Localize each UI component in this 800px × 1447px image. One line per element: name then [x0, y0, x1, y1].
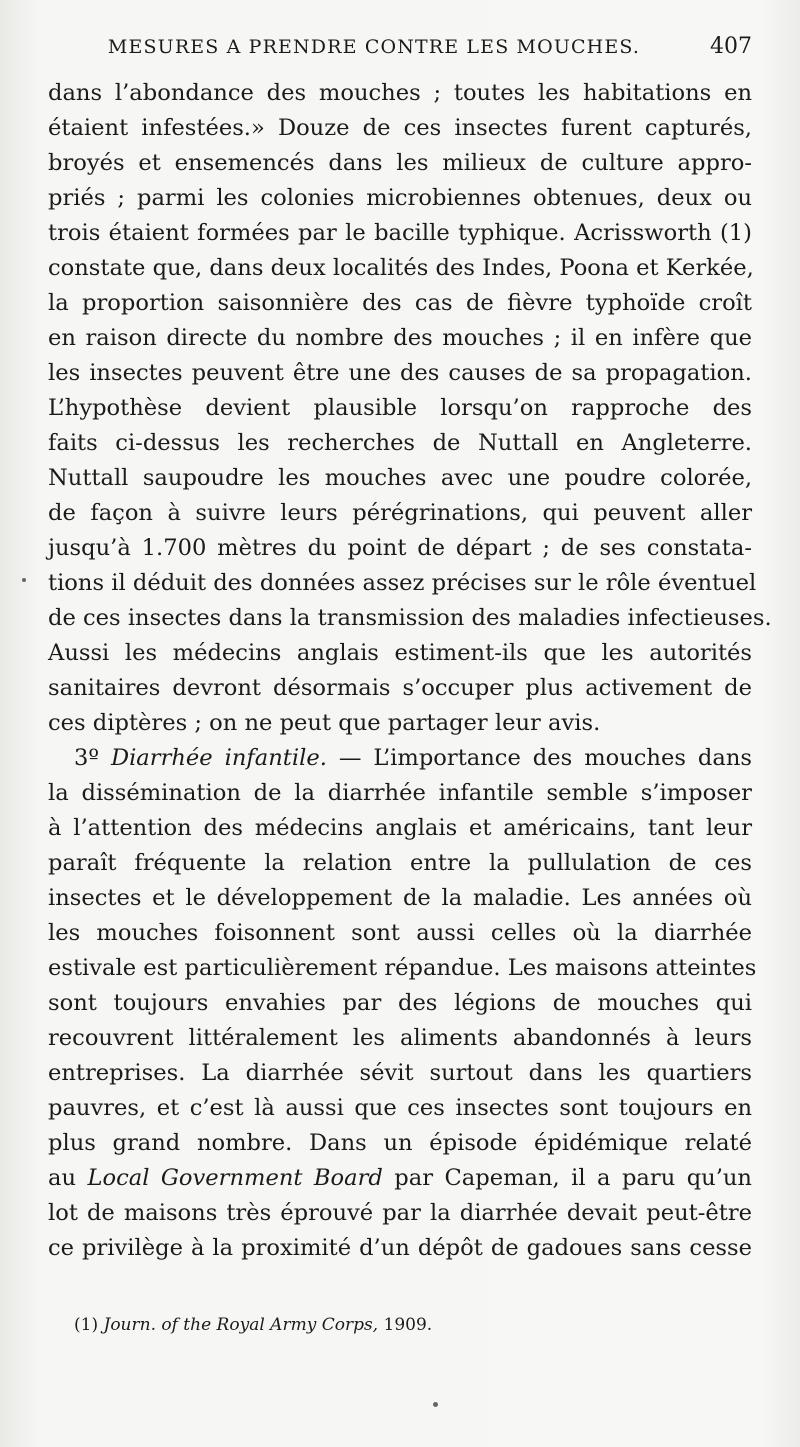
text-line: trois étaient formées par le bacille typhique. Acrissworth (1): [48, 220, 752, 246]
ink-speck: [433, 1402, 438, 1407]
text-line: étaient infestées.» Douze de ces insectes furent capturés,: [48, 115, 752, 141]
text-line: la proportion saisonnière des cas de fièvre typhoïde croît: [48, 290, 752, 316]
footnote: [74, 1315, 432, 1335]
running-head: MESURES A PRENDRE CONTRE LES MOUCHES.: [107, 36, 641, 58]
ink-speck: [22, 578, 26, 582]
text-line: jusqu’à 1.700 mètres du point de départ ; de ses constata-: [48, 535, 752, 561]
footnote-source: Journ. of the Royal Army Corps,: [103, 1315, 379, 1335]
text-line: dans l’abondance des mouches ; toutes les habitations en: [48, 80, 752, 106]
page-number: 407: [710, 34, 752, 59]
text-fragment: au: [48, 1165, 88, 1191]
text-line: sanitaires devront désormais s’occuper plus activement de: [48, 675, 752, 701]
text-fragment: par Capeman, il a paru qu’un: [382, 1165, 752, 1191]
text-line: pauvres, et c’est là aussi que ces insectes sont toujours en: [48, 1095, 752, 1121]
text-line: priés ; parmi les colonies microbiennes obtenues, deux ou: [48, 185, 752, 211]
text-line: en raison directe du nombre des mouches ; il en infère que: [48, 325, 752, 351]
text-line: plus grand nombre. Dans un épisode épidémique relaté: [48, 1130, 752, 1156]
text-line: [48, 1161, 752, 1196]
text-line: broyés et ensemencés dans les milieux de culture appro-: [48, 150, 752, 176]
text-line: constate que, dans deux localités des Indes, Poona et Kerkée,: [48, 255, 754, 281]
text-line: estivale est particulièrement répandue. Les maisons atteintes: [48, 955, 757, 981]
section-title: Diarrhée infantile.: [110, 745, 327, 771]
section-text: — L’importance des mouches dans: [326, 745, 752, 771]
text-line: ces diptères ; on ne peut que partager leur avis.: [48, 710, 601, 736]
footnote-marker: (1): [74, 1315, 99, 1335]
text-line: les mouches foisonnent sont aussi celles où la diarrhée: [48, 920, 752, 946]
text-line: insectes et le développement de la maladie. Les années où: [48, 885, 752, 911]
text-line: lot de maisons très éprouvé par la diarrhée devait peut-être: [48, 1200, 752, 1226]
text-line: de façon à suivre leurs pérégrinations, qui peuvent aller: [48, 500, 752, 526]
body-text: [48, 76, 772, 1266]
text-line: de ces insectes dans la transmission des maladies infectieuses.: [48, 605, 772, 631]
text-line: à l’attention des médecins anglais et américains, tant leur: [48, 815, 752, 841]
text-line: ce privilège à la proximité d’un dépôt de gadoues sans cesse: [48, 1235, 752, 1261]
text-line: paraît fréquente la relation entre la pullulation de ces: [48, 850, 752, 876]
text-line: Nuttall saupoudre les mouches avec une poudre colorée,: [48, 465, 752, 491]
text-line: recouvrent littéralement les aliments abandonnés à leurs: [48, 1025, 752, 1051]
text-line: sont toujours envahies par des légions de mouches qui: [48, 990, 752, 1016]
footnote-year: 1909.: [378, 1315, 433, 1335]
text-line: Aussi les médecins anglais estiment-ils que les autorités: [48, 640, 752, 666]
text-line: tions il déduit des données assez précises sur le rôle éventuel: [48, 570, 757, 596]
italic-title: Local Government Board: [87, 1165, 383, 1191]
text-line: L’hypothèse devient plausible lorsqu’on rapproche des: [48, 395, 752, 421]
text-line: entreprises. La diarrhée sévit surtout dans les quartiers: [48, 1060, 752, 1086]
text-line: la dissémination de la diarrhée infantile semble s’imposer: [48, 780, 752, 806]
page-header: [48, 34, 752, 59]
text-line: les insectes peuvent être une des causes de sa propagation.: [48, 360, 752, 386]
section-number: 3º: [74, 745, 99, 771]
text-line: faits ci-dessus les recherches de Nuttall en Angleterre.: [48, 430, 752, 456]
section-heading-line: [48, 741, 752, 776]
